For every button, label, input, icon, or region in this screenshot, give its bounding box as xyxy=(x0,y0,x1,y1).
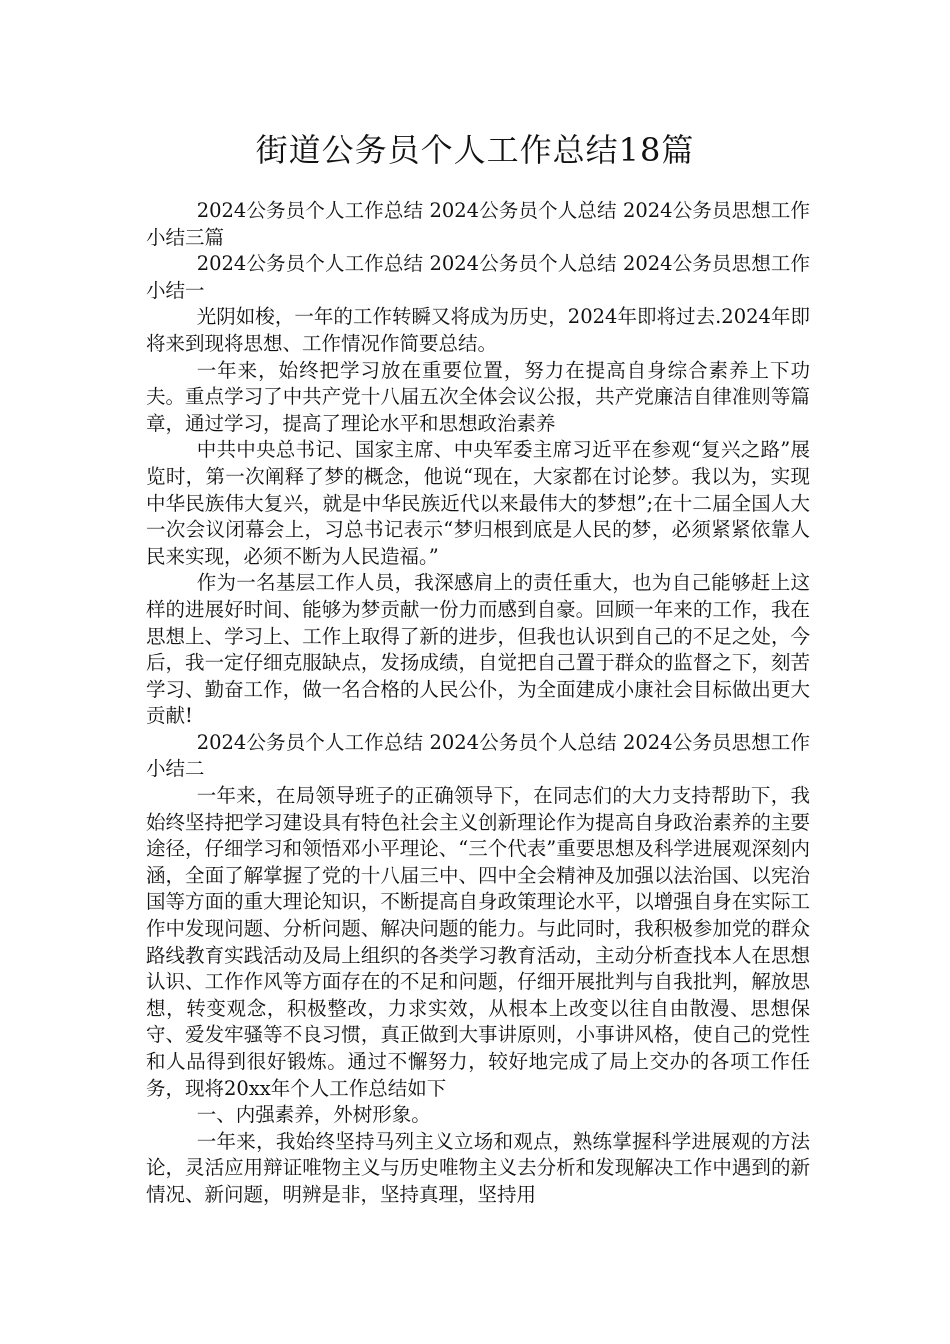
paragraph-heading-intro: 2024公务员个人工作总结 2024公务员个人总结 2024公务员思想工作小结三篇 xyxy=(146,199,810,249)
paragraph-dream-quote: 中共中央总书记、国家主席、中央军委主席习近平在参观“复兴之路”展览时，第一次阐释了梦的概念，他说“现在，大家都在讨论梦。我以为，实现中华民族伟大复兴，就是中华民族近代以来最伟大的梦想”;在十二届全国人大一次会议闭幕会上，习总书记表示“梦归根到底是人民的梦，必须紧紧依靠人民来实现，必须不断为人民造福。” xyxy=(146,438,810,568)
paragraph-section-one-heading: 2024公务员个人工作总结 2024公务员个人总结 2024公务员思想工作小结一 xyxy=(146,252,810,302)
paragraph-subheading-quality: 一、内强素养，外树形象。 xyxy=(196,1103,431,1127)
paragraph-study: 一年来，始终把学习放在重要位置，努力在提高自身综合素养上下功夫。重点学习了中共产党十八届五次全体会议公报，共产党廉洁自律准则等篇章，通过学习，提高了理论水平和思想政治素养 xyxy=(146,358,810,435)
document-title: 街道公务员个人工作总结18篇 xyxy=(255,131,695,169)
paragraph-responsibility: 作为一名基层工作人员，我深感肩上的责任重大，也为自己能够赶上这样的进展好时间、能够为梦贡献一份力而感到自豪。回顾一年来的工作，我在思想上、学习上、工作上取得了新的进步，但我也认识到自己的不足之处，今后，我一定仔细克服缺点，发扬成绩，自觉把自己置于群众的监督之下，刻苦学习、勤奋工作，做一名合格的人民公仆，为全面建成小康社会目标做出更大贡献! xyxy=(146,571,810,728)
paragraph-marxism: 一年来，我始终坚持马列主义立场和观点，熟练掌握科学进展观的方法论，灵活应用辩证唯物主义与历史唯物主义去分析和发现解决工作中遇到的新情况、新问题，明辨是非，坚持真理，坚持用 xyxy=(146,1129,810,1206)
paragraph-section-two-heading: 2024公务员个人工作总结 2024公务员个人总结 2024公务员思想工作小结二 xyxy=(146,730,810,781)
paragraph-year-summary: 光阴如梭，一年的工作转瞬又将成为历史，2024年即将过去.2024年即将来到现将思想、工作情况作简要总结。 xyxy=(146,305,810,355)
document-body xyxy=(146,198,810,1209)
paragraph-leadership: 一年来，在局领导班子的正确领导下，在同志们的大力支持帮助下，我始终坚持把学习建设具有特色社会主义创新理论作为提高自身政治素养的主要途径，仔细学习和领悟邓小平理论、“三个代表”重要思想及科学进展观深刻内涵，全面了解掌握了党的十八届三中、四中全会精神及加强以法治国、以宪治国等方面的重大理论知识，不断提高自身政策理论水平，以增强自身在实际工作中发现问题、分析问题、解决问题的能力。与此同时，我积极参加党的群众路线教育实践活动及局上组织的各类学习教育活动，主动分析查找本人在思想认识、工作作风等方面存在的不足和问题，仔细开展批判与自我批判，解放思想，转变观念，积极整改，力求实效，从根本上改变以往自由散漫、思想保守、爱发牢骚等不良习惯，真正做到大事讲原则，小事讲风格，使自己的党性和人品得到很好锻炼。通过不懈努力，较好地完成了局上交办的各项工作任务，现将20xx年个人工作总结如下 xyxy=(146,784,810,1100)
